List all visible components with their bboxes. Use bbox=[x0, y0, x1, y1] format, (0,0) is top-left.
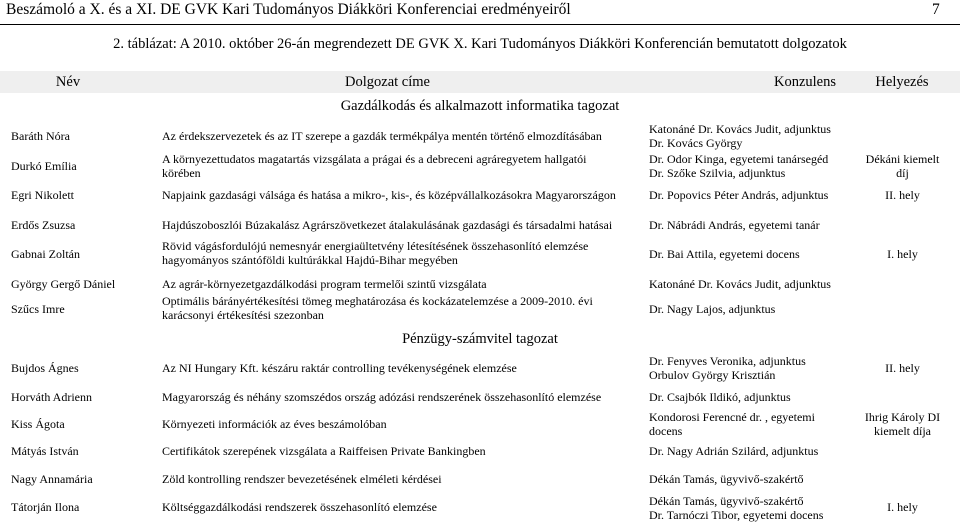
row-title: Certifikátok szerepének vizsgálata a Raiffeisen Private Bankingben bbox=[162, 444, 486, 458]
row-advisor: Katonáné Dr. Kovács Judit, adjunktus bbox=[649, 122, 831, 136]
row-title-2: hagyományos szántóföldi kultúrákkal Hajdú-Bihar megyében bbox=[162, 253, 458, 267]
row-name: Szűcs Imre bbox=[11, 302, 65, 316]
row-title-2: karácsonyi értékesítési szezonban bbox=[162, 308, 324, 322]
row-title: Zöld kontrolling rendszer bevezetésének elméleti kérdései bbox=[162, 472, 442, 486]
header-title: Beszámoló a X. és a XI. DE GVK Kari Tudományos Diákköri Konferenciai eredményeiről bbox=[6, 1, 571, 18]
row-title: Hajdúszoboszlói Búzakalász Agrárszövetkezet átalakulásának gazdasági és társadalmi hatásai bbox=[162, 218, 613, 232]
col-title: Dolgozat címe bbox=[136, 71, 639, 93]
page-header bbox=[0, 0, 960, 25]
row-advisor: Katonáné Dr. Kovács Judit, adjunktus bbox=[649, 277, 831, 291]
row-advisor: Dr. Nábrádi András, egyetemi tanár bbox=[649, 218, 820, 232]
col-name: Név bbox=[0, 71, 136, 93]
row-name: Tátorján Ilona bbox=[11, 500, 80, 514]
row-advisor: Dr. Nagy Lajos, adjunktus bbox=[649, 302, 776, 316]
row-name: Horváth Adrienn bbox=[11, 390, 92, 404]
row-title: Magyarország és néhány szomszédos ország adózási rendszerének összehasonlító elemzése bbox=[162, 390, 602, 404]
row-place: I. hely bbox=[887, 500, 918, 514]
row-name: Baráth Nóra bbox=[11, 129, 70, 143]
table-caption: 2. táblázat: A 2010. október 26-án megrendezett DE GVK X. Kari Tudományos Diákköri Konferencián bemutatott dolgozatok bbox=[113, 36, 847, 52]
row-title: Az érdekszervezetek és az IT szerepe a gazdák termékpálya mentén történő elmozdításában bbox=[162, 129, 602, 143]
row-advisor: Dr. Popovics Péter András, adjunktus bbox=[649, 188, 829, 202]
row-title: Környezeti információk az éves beszámolóban bbox=[162, 417, 387, 431]
row-place-2: kiemelt díja bbox=[874, 424, 931, 438]
row-advisor: Dr. Nagy Adrián Szilárd, adjunktus bbox=[649, 444, 819, 458]
row-name: Egri Nikolett bbox=[11, 188, 74, 202]
row-title: Az agrár-környezetgazdálkodási program termelői szintű vizsgálata bbox=[162, 277, 487, 291]
row-place-2: díj bbox=[896, 166, 909, 180]
row-name: Mátyás István bbox=[11, 444, 79, 458]
row-title: Napjaink gazdasági válsága és hatása a mikro-, kis-, és középvállalkozásokra Magyarországon bbox=[162, 188, 616, 202]
row-title-2: körében bbox=[162, 166, 201, 180]
row-advisor-2: Dr. Kovács György bbox=[649, 136, 743, 150]
section-title-1: Gazdálkodás és alkalmazott informatika tagozat bbox=[340, 98, 620, 114]
col-advisor: Konzulens bbox=[639, 71, 844, 93]
row-place: Dékáni kiemelt bbox=[865, 152, 940, 166]
row-advisor: Dr. Bai Attila, egyetemi docens bbox=[649, 247, 800, 261]
row-advisor: Dr. Fenyves Veronika, adjunktus bbox=[649, 354, 806, 368]
row-place: II. hely bbox=[885, 188, 920, 202]
row-name: Gabnai Zoltán bbox=[11, 247, 80, 261]
row-advisor: Dr. Odor Kinga, egyetemi tanársegéd bbox=[649, 152, 829, 166]
row-place: I. hely bbox=[887, 247, 918, 261]
row-advisor-2: Dr. Szőke Szilvia, adjunktus bbox=[649, 166, 786, 180]
row-advisor: Dr. Csajbók Ildikó, adjunktus bbox=[649, 390, 791, 404]
row-name: Bujdos Ágnes bbox=[11, 361, 79, 375]
row-advisor-2: Orbulov György Krisztián bbox=[649, 368, 776, 382]
row-place: Ihrig Károly DI bbox=[864, 410, 941, 424]
row-place: II. hely bbox=[885, 361, 920, 375]
row-title: Optimális bárányértékesítési tömeg meghatározása és kockázatelemzése a 2009-2010. évi bbox=[162, 294, 593, 308]
row-title: A környezettudatos magatartás vizsgálata a prágai és a debreceni agráregyetem hallgatói bbox=[162, 152, 587, 166]
row-name: György Gergő Dániel bbox=[11, 277, 116, 291]
row-advisor-2: Dr. Tarnóczi Tibor, egyetemi docens bbox=[649, 508, 824, 522]
row-advisor: Kondorosi Ferencné dr. , egyetemi bbox=[649, 410, 815, 424]
row-name: Nagy Annamária bbox=[11, 472, 93, 486]
page-number: 7 bbox=[932, 1, 940, 18]
row-name: Erdős Zsuzsa bbox=[11, 218, 76, 232]
row-advisor-2: docens bbox=[649, 424, 683, 438]
row-title: Rövid vágásfordulójú nemesnyár energiaültetvény létesítésének összehasonlító elemzése bbox=[162, 239, 589, 253]
row-name: Kiss Ágota bbox=[11, 417, 65, 431]
col-place: Helyezés bbox=[844, 71, 960, 93]
row-title: Az NI Hungary Kft. készáru raktár controlling tevékenységének elemzése bbox=[162, 361, 517, 375]
row-name: Durkó Emília bbox=[11, 159, 77, 173]
row-advisor: Dékán Tamás, ügyvivő-szakértő bbox=[649, 472, 804, 486]
row-title: Költséggazdálkodási rendszerek összehasonlító elemzése bbox=[162, 500, 437, 514]
row-advisor: Dékán Tamás, ügyvivő-szakértő bbox=[649, 494, 804, 508]
section-title-2: Pénzügy-számvitel tagozat bbox=[402, 331, 558, 347]
